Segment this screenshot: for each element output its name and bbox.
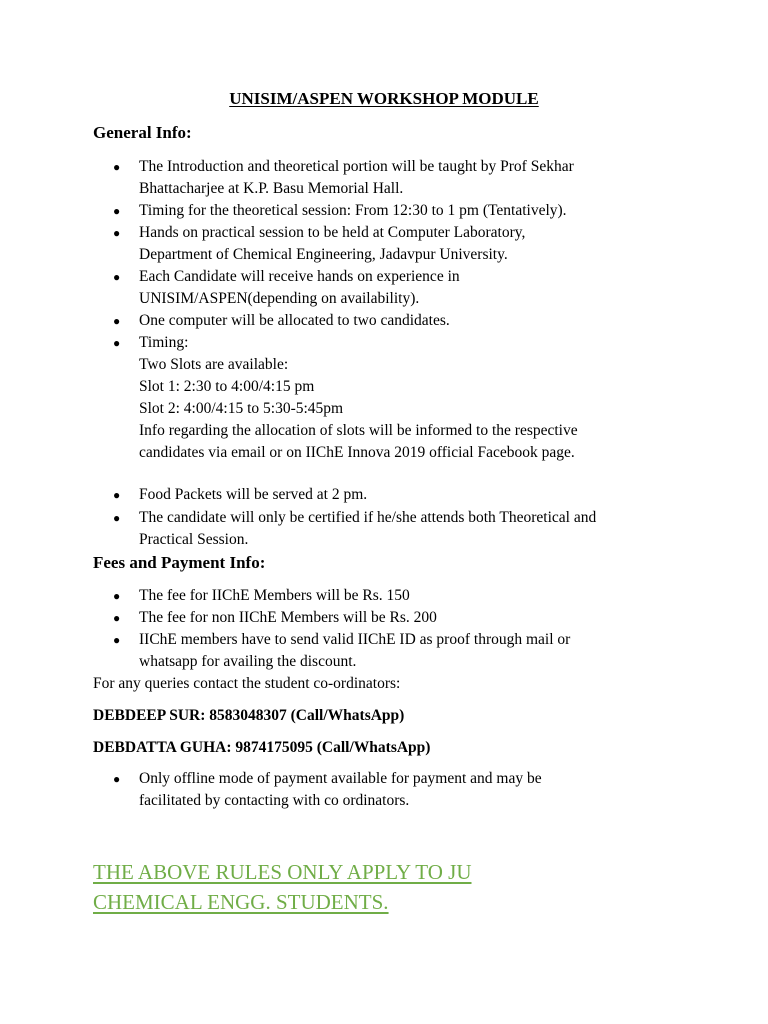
list-item-text: Info regarding the allocation of slots will be informed to the respective xyxy=(139,422,578,439)
ju-students-notice xyxy=(93,857,693,917)
list-item xyxy=(113,607,699,629)
bullet-icon: ● xyxy=(113,633,121,647)
contact-debdatta: DEBDATTA GUHA: 9874175095 (Call/WhatsApp) xyxy=(93,739,431,756)
list-item-text: Slot 1: 2:30 to 4:00/4:15 pm xyxy=(139,378,315,395)
list-item-text: facilitated by contacting with co ordinators. xyxy=(139,792,410,809)
list-item-text: One computer will be allocated to two candidates. xyxy=(139,312,450,329)
list-item xyxy=(113,310,699,332)
bullet-icon: ● xyxy=(113,314,121,328)
bullet-icon: ● xyxy=(113,488,121,502)
list-item-text: Department of Chemical Engineering, Jadavpur University. xyxy=(139,246,508,263)
notice-line: CHEMICAL ENGG. STUDENTS. xyxy=(93,890,389,914)
bullet-icon: ● xyxy=(113,336,121,350)
bullet-icon: ● xyxy=(113,160,121,174)
list-item-text: Practical Session. xyxy=(139,531,249,548)
list-item xyxy=(113,484,699,506)
list-item-text: Timing: xyxy=(139,334,189,351)
list-item xyxy=(113,507,699,551)
bullet-icon: ● xyxy=(113,270,121,284)
list-item-text: Only offline mode of payment available for payment and may be xyxy=(139,770,542,787)
bullet-icon: ● xyxy=(113,226,121,240)
list-item-text: Timing for the theoretical session: From 12:30 to 1 pm (Tentatively). xyxy=(139,202,567,219)
bullet-icon: ● xyxy=(113,589,121,603)
list-item-text: Each Candidate will receive hands on experience in xyxy=(139,268,460,285)
list-item-text: The Introduction and theoretical portion will be taught by Prof Sekhar xyxy=(139,158,574,175)
queries-text: For any queries contact the student co-ordinators: xyxy=(93,675,401,692)
list-item xyxy=(113,332,699,464)
list-item-text: IIChE members have to send valid IIChE ID as proof through mail or xyxy=(139,631,571,648)
list-item xyxy=(113,585,699,607)
bullet-icon: ● xyxy=(113,611,121,625)
list-item xyxy=(113,629,699,673)
fees-heading: Fees and Payment Info: xyxy=(93,553,266,572)
list-item xyxy=(113,222,699,266)
list-item-text: UNISIM/ASPEN(depending on availability). xyxy=(139,290,420,307)
list-item-text: Slot 2: 4:00/4:15 to 5:30-5:45pm xyxy=(139,400,344,417)
document-title: UNISIM/ASPEN WORKSHOP MODULE xyxy=(229,89,539,108)
list-item-text: Food Packets will be served at 2 pm. xyxy=(139,486,368,503)
bullet-icon: ● xyxy=(113,204,121,218)
list-item xyxy=(113,266,699,310)
list-item xyxy=(113,200,699,222)
list-item-text: whatsapp for availing the discount. xyxy=(139,653,357,670)
bullet-icon: ● xyxy=(113,511,121,525)
general-info-heading: General Info: xyxy=(93,123,192,142)
list-item xyxy=(113,768,699,812)
list-item-text: Bhattacharjee at K.P. Basu Memorial Hall. xyxy=(139,180,404,197)
list-item-text: candidates via email or on IIChE Innova 2019 official Facebook page. xyxy=(139,444,575,461)
list-item-text: The fee for non IIChE Members will be Rs. 200 xyxy=(139,609,437,626)
list-item-text: The fee for IIChE Members will be Rs. 150 xyxy=(139,587,410,604)
bullet-icon: ● xyxy=(113,772,121,786)
list-item xyxy=(113,156,699,200)
contact-debdeep: DEBDEEP SUR: 8583048307 (Call/WhatsApp) xyxy=(93,707,405,724)
list-item-text: Two Slots are available: xyxy=(139,356,289,373)
list-item-text: The candidate will only be certified if he/she attends both Theoretical and xyxy=(139,509,597,526)
list-item-text: Hands on practical session to be held at Computer Laboratory, xyxy=(139,224,526,241)
notice-line: THE ABOVE RULES ONLY APPLY TO JU xyxy=(93,860,472,884)
